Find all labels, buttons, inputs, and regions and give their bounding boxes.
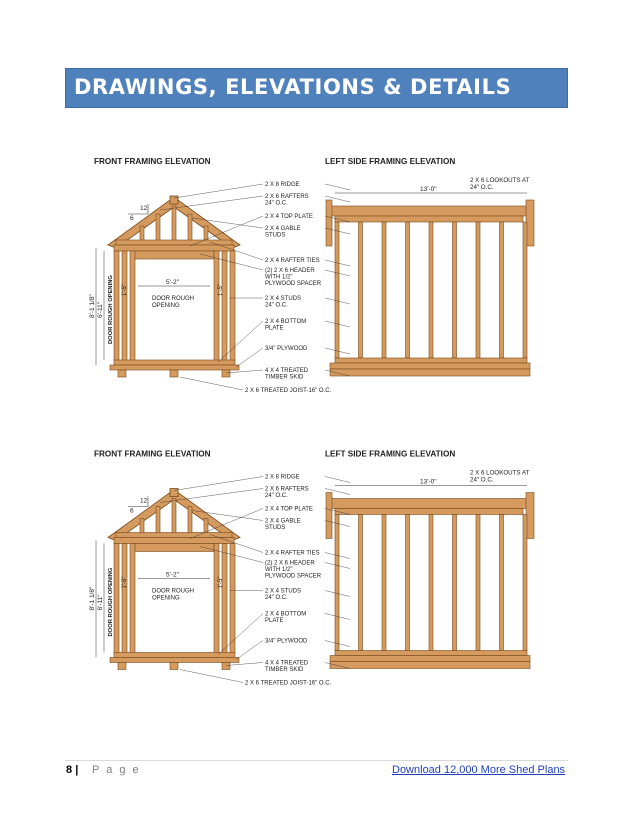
wall-stud [230,251,235,361]
side-dim-right-label: 1'-5" [218,576,224,589]
callout-label-2-0: 2 X 4 TOP PLATE [265,214,313,220]
callout-label-3-1: STUDS [265,525,286,531]
side-stud [523,515,527,651]
front-elevation-title: FRONT FRAMING ELEVATION [94,157,211,166]
side-top-plate [335,216,523,222]
side-stud [500,222,504,358]
callout-label-3-0: 2 X 4 GABLE [265,518,301,525]
wall-stud [114,544,119,654]
overall-height-label: 8'-1 1/8" [89,294,96,318]
wall-stud [122,251,127,361]
side-floor [330,363,530,369]
leader-line [226,663,263,666]
side-dim-left-label: 1'-5" [122,576,128,589]
side-stud [359,222,363,358]
wall-stud [130,544,135,654]
callout-label-9-0: 4 X 4 TREATED [265,368,309,374]
side-bottom-plate [335,358,527,363]
callout-label-3-1: STUDS [265,232,286,239]
lookouts-label-2: 24" O.C. [470,476,494,484]
leader-line [325,477,350,483]
callout-label-9-1: TIMBER SKID [265,374,304,381]
gable-stud [172,206,176,245]
side-skid [330,662,530,669]
callout-label-6-0: 2 X 4 STUDS [265,296,302,302]
gable-stud [172,499,176,538]
side-stud [382,515,386,651]
skid [118,370,126,377]
footer-page-number: 8 | [66,764,79,776]
side-dim-right-label: 1'-5" [218,284,224,296]
skid [170,370,178,377]
lookouts-label-1: 2 X 6 LOOKOUTS AT [470,469,530,477]
side-length-label: 13'-0" [420,478,437,486]
side-lookout [326,200,332,246]
leader-line [236,641,263,660]
pitch-run-label: 12 [140,497,148,505]
side-stud [406,515,410,651]
callout-label-1-0: 2 X 6 RAFTERS [265,486,309,493]
side-stud [359,515,363,651]
callout-label-5-1: WITH 1/2" [265,567,293,573]
callout-label-9-1: TIMBER SKID [265,667,304,673]
wall-stud [114,251,119,361]
side-dim-left-label: 1'-5" [122,284,128,296]
rafter-tie [116,533,232,538]
wall-stud [122,544,127,654]
wall-height-label: 6'-11" [97,301,104,318]
side-top-plate [335,509,523,515]
side-elevation-title: LEFT SIDE FRAMING ELEVATION [325,449,456,459]
footer-page-word: P a g e [92,764,141,776]
download-plans-link[interactable]: Download 12,000 More Shed Plans [392,764,566,776]
top-plate [114,538,234,544]
side-top-rafter [330,499,530,509]
door-rough-label-2: OPENING [152,303,180,309]
callout-label-5-2: PLYWOOD SPACER [265,573,322,580]
callout-label-9-0: 4 X 4 TREATED [265,660,309,667]
callout-label-5-0: (2) 2 X 6 HEADER [265,268,315,274]
side-stud [476,222,480,358]
callout-label-1-1: 24" O.C. [265,200,288,207]
ridge-block [170,196,178,204]
callout-label-5-0: (2) 2 X 6 HEADER [265,560,315,567]
skid [170,663,178,670]
side-stud [523,222,527,358]
callout-label-8-0: 3/4" PLYWOOD [265,346,308,352]
callout-label-1-0: 2 X 6 RAFTERS [265,194,309,200]
side-stud [453,515,457,651]
callout-label-7-0: 2 X 4 BOTTOM [265,319,307,325]
side-stud [429,515,433,651]
leader-line [325,184,350,190]
callout-label-0-0: 2 X 8 RIDGE [265,474,300,481]
callout-label-10-0: 2 X 6 TREATED JOIST-16" O.C. [245,388,332,394]
section-heading-banner [65,68,568,108]
callout-label-10-0: 2 X 6 TREATED JOIST-16" O.C. [245,680,332,687]
side-skid [330,369,530,376]
callout-label-5-1: WITH 1/2" [265,274,293,281]
footer-divider [65,760,568,761]
callout-label-7-1: PLATE [265,618,284,624]
door-rough-label-1: DOOR ROUGH [152,588,194,595]
side-stud [335,515,339,651]
wall-stud [222,544,227,654]
side-floor [330,656,530,662]
door-rough-label-2: OPENING [152,595,180,602]
wall-stud [214,251,219,361]
side-stud [500,515,504,651]
framing-drawing-bottom [90,440,552,696]
pitch-rise-label: 6 [130,507,134,515]
lookouts-label-2: 24" O.C. [470,184,494,191]
leader-line [236,348,263,367]
callout-label-6-1: 24" O.C. [265,302,288,309]
callout-label-6-1: 24" O.C. [265,595,288,601]
callout-label-0-0: 2 X 8 RIDGE [265,182,300,188]
section-heading: DRAWINGS, ELEVATIONS & DETAILS [74,75,512,99]
side-elevation [326,470,534,669]
side-bottom-plate [335,651,527,656]
callout-label-2-0: 2 X 4 TOP PLATE [265,506,313,513]
door-width-label: 5'-2" [166,571,179,579]
door-opening-vertical-label: DOOR ROUGH OPENING [108,567,114,637]
framing-drawing-top [90,148,552,403]
bottom-plate [114,653,235,658]
callout-label-5-2: PLYWOOD SPACER [265,281,322,287]
front-elevation-title: FRONT FRAMING ELEVATION [94,449,211,459]
callout-label-6-0: 2 X 4 STUDS [265,588,302,595]
door-header [134,544,214,552]
top-plate [114,245,234,251]
callout-label-1-1: 24" O.C. [265,493,288,499]
skid [222,370,230,377]
callout-label-3-0: 2 X 4 GABLE [265,226,301,232]
door-width-label: 5'-2" [166,279,179,286]
front-elevation [89,196,240,377]
pitch-rise-label: 6 [130,215,134,222]
side-lookout [326,493,332,539]
skid [118,663,126,670]
side-length-label: 13'-0" [420,186,437,193]
side-stud [429,222,433,358]
lookouts-label-1: 2 X 6 LOOKOUTS AT [470,177,530,184]
callout-label-4-0: 2 X 4 RAFTER TIES [265,258,320,264]
side-stud [406,222,410,358]
door-opening-vertical-label: DOOR ROUGH OPENING [108,275,114,344]
side-stud [453,222,457,358]
side-stud [476,515,480,651]
door-header [134,251,214,259]
callout-label-7-0: 2 X 4 BOTTOM [265,611,307,618]
callout-label-8-0: 3/4" PLYWOOD [265,638,308,645]
wall-stud [222,251,227,361]
side-elevation-title: LEFT SIDE FRAMING ELEVATION [325,157,456,166]
leader-line [226,370,263,373]
wall-height-label: 6'-11" [97,594,104,611]
callout-label-4-0: 2 X 4 RAFTER TIES [265,550,320,557]
side-stud [382,222,386,358]
rafter-tie [116,240,232,245]
bottom-plate [114,360,235,365]
wall-stud [130,251,135,361]
floor-plywood [110,658,239,663]
overall-height-label: 8'-1 1/8" [89,586,96,611]
leader-line [174,184,263,198]
ridge-block [170,489,178,497]
leader-line [180,377,243,390]
pitch-run-label: 12 [140,205,148,212]
skid [222,663,230,670]
wall-stud [230,544,235,654]
leader-line [180,670,243,683]
wall-stud [214,544,219,654]
floor-plywood [110,365,239,370]
front-elevation [89,489,240,670]
side-elevation [326,177,534,376]
side-top-rafter [330,206,530,216]
door-rough-label-1: DOOR ROUGH [152,296,194,302]
leader-line [174,477,263,491]
side-stud [335,222,339,358]
callout-label-7-1: PLATE [265,325,284,332]
